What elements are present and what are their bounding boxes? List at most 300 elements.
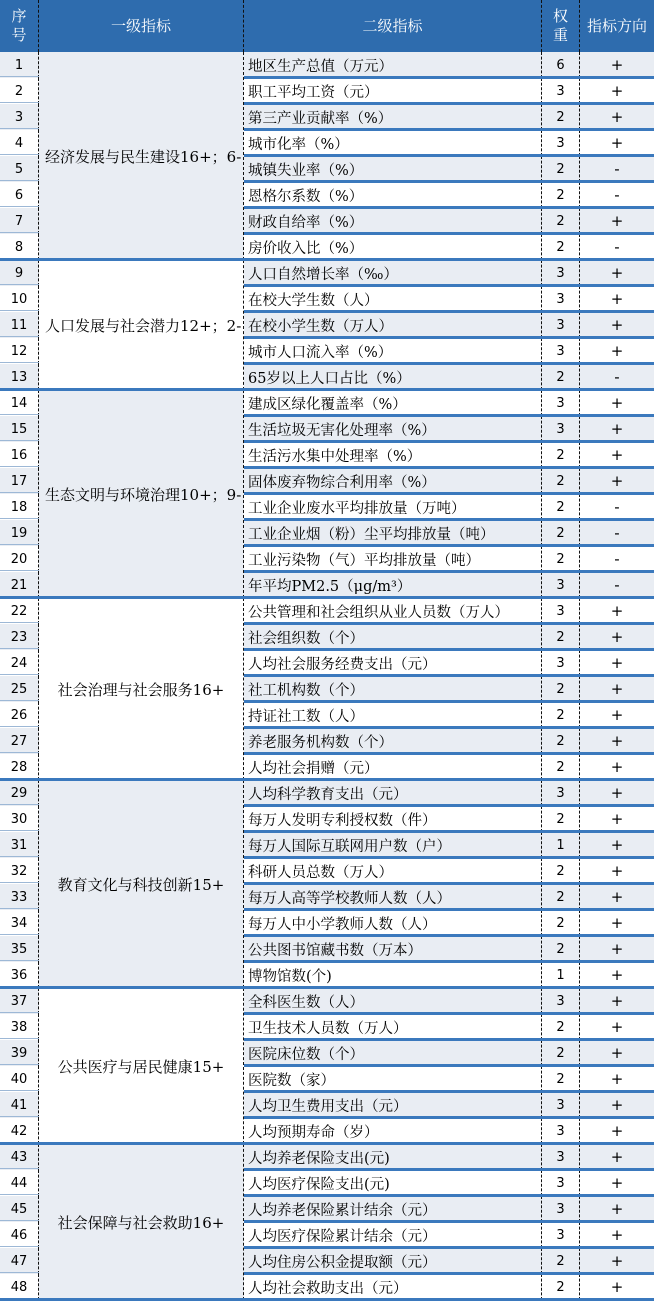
row-divider [0,1246,39,1247]
indicator-weight: 3 [542,1170,580,1196]
row-divider [244,414,654,417]
indicator-weight: 2 [542,104,580,130]
indicator-weight: 3 [542,416,580,442]
indicator-weight: 2 [542,364,580,390]
indicator-direction: - [614,498,620,516]
row-number: 26 [0,702,39,728]
indicator-name: 地区生产总值（万元） [244,52,542,78]
row-divider [0,830,39,831]
indicator-name: 人均科学教育支出（元） [244,780,542,806]
indicator-direction: + [610,654,624,672]
indicator-weight: 2 [542,208,580,234]
row-number: 42 [0,1118,39,1144]
row-number: 39 [0,1040,39,1066]
row-divider [244,1038,654,1041]
row-divider [244,700,654,703]
indicator-name: 公共管理和社会组织从业人员数（万人） [244,598,542,624]
indicator-name: 人均社会捐赠（元） [244,754,542,780]
row-divider [0,492,39,493]
indicator-name: 人均医疗保险累计结余（元） [244,1222,542,1248]
row-number: 38 [0,1014,39,1040]
indicator-direction: + [580,312,654,338]
level1-group [39,988,244,1144]
indicator-direction: + [580,936,654,962]
indicator-name: 社会组织数（个） [244,624,542,650]
indicator-name: 每万人国际互联网用户数（户） [244,832,542,858]
indicator-direction: + [610,446,624,464]
row-number: 28 [0,754,39,780]
indicator-name: 科研人员总数（万人） [244,858,542,884]
header-direction-label: 指标方向 [586,16,647,35]
row-divider [0,206,39,207]
row-number: 3 [0,104,39,130]
indicator-direction: + [580,52,654,78]
row-divider [244,1116,654,1119]
row-divider [244,830,654,833]
row-divider [244,518,654,521]
row-divider [244,1194,654,1197]
row-divider [0,414,39,415]
indicator-weight: 3 [542,1144,580,1170]
indicator-weight: 3 [542,260,580,286]
row-divider [0,76,39,77]
row-number: 1 [0,52,39,78]
row-divider [244,1090,654,1093]
indicator-weight: 2 [542,442,580,468]
indicator-direction: + [580,1040,654,1066]
row-number: 45 [0,1196,39,1222]
indicator-weight: 2 [542,728,580,754]
row-divider [244,752,654,755]
row-divider [0,1220,39,1221]
group-divider [0,1298,654,1301]
indicator-weight: 2 [542,806,580,832]
indicator-direction: + [610,810,624,828]
indicator-name: 人均社会救助支出（元） [244,1274,542,1300]
indicator-weight: 2 [542,520,580,546]
row-number: 12 [0,338,39,364]
level1-group-label: 公共医疗与居民健康15+ [57,1057,225,1076]
indicator-weight: 2 [542,910,580,936]
row-divider [0,310,39,311]
row-divider [244,804,654,807]
group-divider [0,258,654,261]
indicator-name: 博物馆数(个) [244,962,542,988]
row-number: 22 [0,598,39,624]
row-divider [0,1168,39,1169]
indicator-direction: + [610,82,624,100]
indicator-direction: + [610,290,624,308]
indicator-direction: + [610,862,624,880]
row-number: 31 [0,832,39,858]
row-number: 7 [0,208,39,234]
row-divider [244,362,654,365]
row-divider [244,1220,654,1223]
header-weight-label: 权重 [552,7,568,44]
indicator-direction: + [610,706,624,724]
indicator-direction: + [580,416,654,442]
row-divider [244,622,654,625]
indicator-name: 每万人发明专利授权数（件） [244,806,542,832]
row-divider [244,960,654,963]
indicator-direction: + [610,602,624,620]
row-number: 43 [0,1144,39,1170]
row-number: 34 [0,910,39,936]
indicator-direction: + [580,832,654,858]
row-divider [0,648,39,649]
row-divider [0,284,39,285]
row-number: 20 [0,546,39,572]
indicator-name: 人均预期寿命（岁） [244,1118,542,1144]
indicator-direction: - [614,550,620,568]
indicator-weight: 3 [542,78,580,104]
indicator-weight: 2 [542,546,580,572]
row-number: 4 [0,130,39,156]
row-divider [0,1194,39,1195]
indicator-direction: + [610,394,624,412]
row-divider [0,726,39,727]
row-divider [244,310,654,313]
indicator-name: 人均医疗保险支出(元) [244,1170,542,1196]
row-divider [0,622,39,623]
row-number: 32 [0,858,39,884]
row-divider [244,908,654,911]
row-divider [0,180,39,181]
indicator-direction: + [610,966,624,984]
row-number: 25 [0,676,39,702]
indicator-name: 年平均PM2.5（μg/m³） [244,572,542,598]
row-number: 24 [0,650,39,676]
row-divider [0,752,39,753]
indicator-weight: 2 [542,1248,580,1274]
row-divider [244,1272,654,1275]
row-number: 18 [0,494,39,520]
indicator-name: 人均养老保险累计结余（元） [244,1196,542,1222]
row-divider [244,102,654,105]
indicator-weight: 2 [542,494,580,520]
level1-group-label: 社会保障与社会救助16+ [57,1213,225,1232]
indicator-weight: 2 [542,624,580,650]
indicator-weight: 2 [542,1274,580,1300]
indicator-name: 财政自给率（%） [244,208,542,234]
row-number: 27 [0,728,39,754]
row-number: 11 [0,312,39,338]
indicator-name: 职工平均工资（元） [244,78,542,104]
indicator-direction: + [580,1144,654,1170]
indicator-direction: + [580,728,654,754]
row-number: 5 [0,156,39,182]
indicator-weight: 1 [542,832,580,858]
row-divider [0,882,39,883]
row-divider [0,128,39,129]
indicator-weight: 2 [542,936,580,962]
indicator-weight: 1 [542,962,580,988]
indicator-weight: 3 [542,312,580,338]
indicator-name: 卫生技术人员数（万人） [244,1014,542,1040]
row-divider [244,336,654,339]
indicator-direction: + [580,988,654,1014]
indicator-name: 房价收入比（%） [244,234,542,260]
group-divider [0,778,654,781]
row-divider [0,674,39,675]
row-number: 21 [0,572,39,598]
indicator-direction: + [610,758,624,776]
indicator-direction: + [610,1174,624,1192]
indicator-direction: - [580,520,654,546]
row-number: 15 [0,416,39,442]
indicator-name: 生活垃圾无害化处理率（%） [244,416,542,442]
header-no [0,0,39,52]
row-divider [244,856,654,859]
indicator-name: 每万人中小学教师人数（人） [244,910,542,936]
row-divider [0,154,39,155]
level1-group-label: 社会治理与社会服务16+ [57,680,225,699]
indicator-weight: 3 [542,286,580,312]
indicator-name: 工业企业烟（粉）尘平均排放量（吨） [244,520,542,546]
row-divider [0,700,39,701]
header-level1-label: 一级指标 [110,16,171,35]
row-number: 37 [0,988,39,1014]
indicator-direction: + [610,1278,624,1296]
row-number: 19 [0,520,39,546]
row-divider [0,362,39,363]
row-divider [0,336,39,337]
indicator-name: 持证社工数（人） [244,702,542,728]
level1-group [39,1144,244,1300]
indicator-name: 每万人高等学校教师人数（人） [244,884,542,910]
indicator-direction: - [614,186,620,204]
row-divider [0,570,39,571]
row-divider [244,206,654,209]
indicator-weight: 2 [542,234,580,260]
indicator-name: 养老服务机构数（个） [244,728,542,754]
indicator-direction: + [580,780,654,806]
row-number: 8 [0,234,39,260]
level1-group-label: 教育文化与科技创新15+ [57,875,225,894]
row-divider [0,102,39,103]
row-divider [244,648,654,651]
indicator-weight: 6 [542,52,580,78]
indicator-name: 全科医生数（人） [244,988,542,1014]
row-divider [0,518,39,519]
indicator-weight: 2 [542,754,580,780]
level1-group-label: 人口发展与社会潜力12+；2- [45,316,242,335]
level1-group [39,780,244,988]
indicator-direction: - [580,364,654,390]
row-divider [0,440,39,441]
row-number: 10 [0,286,39,312]
row-number: 9 [0,260,39,286]
row-divider [0,544,39,545]
indicator-name: 医院数（家） [244,1066,542,1092]
row-divider [0,804,39,805]
row-divider [244,544,654,547]
row-divider [244,934,654,937]
indicator-direction: + [580,468,654,494]
row-number: 16 [0,442,39,468]
level1-group [39,390,244,598]
indicator-weight: 2 [542,1040,580,1066]
header-direction [580,0,654,52]
header-level2-label: 二级指标 [362,16,423,35]
indicator-direction: + [580,624,654,650]
row-divider [0,1272,39,1273]
row-divider [244,1168,654,1171]
indicator-direction: - [614,238,620,256]
row-number: 35 [0,936,39,962]
row-divider [244,466,654,469]
row-divider [244,1012,654,1015]
row-number: 46 [0,1222,39,1248]
row-divider [0,908,39,909]
indicator-weight: 3 [542,130,580,156]
indicator-direction: + [580,676,654,702]
indicator-direction: + [580,260,654,286]
level1-group [39,598,244,780]
row-divider [244,128,654,131]
indicator-name: 在校大学生数（人） [244,286,542,312]
indicator-direction: + [610,1070,624,1088]
row-divider [244,492,654,495]
indicator-weight: 3 [542,572,580,598]
indicator-direction: + [610,914,624,932]
indicator-weight: 2 [542,884,580,910]
row-number: 6 [0,182,39,208]
indicator-weight: 3 [542,390,580,416]
indicator-weight: 2 [542,1014,580,1040]
row-divider [0,466,39,467]
row-divider [244,284,654,287]
indicator-direction: - [580,156,654,182]
indicator-name: 生活污水集中处理率（%） [244,442,542,468]
row-divider [0,1012,39,1013]
indicator-name: 人均养老保险支出(元) [244,1144,542,1170]
row-divider [244,1246,654,1249]
row-divider [244,180,654,183]
row-divider [244,154,654,157]
indicator-name: 65岁以上人口占比（%） [244,364,542,390]
indicator-name: 城市人口流入率（%） [244,338,542,364]
row-number: 14 [0,390,39,416]
row-divider [0,1116,39,1117]
indicator-weight: 3 [542,598,580,624]
indicator-name: 城镇失业率（%） [244,156,542,182]
row-divider [0,960,39,961]
indicator-weight: 2 [542,858,580,884]
row-divider [0,232,39,233]
indicator-weight: 3 [542,1092,580,1118]
indicator-weight: 2 [542,468,580,494]
indicator-direction: + [580,1092,654,1118]
header-no-label: 序号 [11,7,27,44]
indicator-name: 第三产业贡献率（%） [244,104,542,130]
indicator-name: 人均社会服务经费支出（元） [244,650,542,676]
level1-group-label: 生态文明与环境治理10+；9- [45,485,242,504]
row-divider [244,674,654,677]
group-divider [0,388,654,391]
indicator-direction: + [610,1018,624,1036]
row-divider [244,726,654,729]
row-number: 17 [0,468,39,494]
indicator-name: 在校小学生数（万人） [244,312,542,338]
indicator-weight: 3 [542,1196,580,1222]
row-divider [0,1038,39,1039]
row-number: 40 [0,1066,39,1092]
row-number: 23 [0,624,39,650]
indicator-name: 人均卫生费用支出（元） [244,1092,542,1118]
indicator-direction: + [580,1248,654,1274]
group-divider [0,1142,654,1145]
indicator-name: 城市化率（%） [244,130,542,156]
indicator-direction: + [580,104,654,130]
indicator-name: 社工机构数（个） [244,676,542,702]
indicator-weight: 2 [542,182,580,208]
level1-group-label: 经济发展与民生建设16+；6- [45,147,242,166]
indicator-name: 工业企业废水平均排放量（万吨） [244,494,542,520]
row-number: 30 [0,806,39,832]
row-number: 33 [0,884,39,910]
indicator-name: 公共图书馆藏书数（万本） [244,936,542,962]
row-divider [244,440,654,443]
indicator-weight: 3 [542,650,580,676]
level1-group [39,260,244,390]
indicator-name: 人口自然增长率（‰） [244,260,542,286]
row-divider [244,882,654,885]
row-divider [244,570,654,573]
row-divider [0,1064,39,1065]
row-number: 44 [0,1170,39,1196]
group-divider [0,986,654,989]
indicator-direction: + [610,342,624,360]
row-number: 36 [0,962,39,988]
indicator-name: 人均住房公积金提取额（元） [244,1248,542,1274]
indicator-weight: 3 [542,338,580,364]
row-number: 13 [0,364,39,390]
indicator-weight: 2 [542,702,580,728]
level1-group [39,52,244,260]
indicator-weight: 2 [542,676,580,702]
indicator-direction: + [580,1196,654,1222]
header-level1 [39,0,244,52]
indicator-weight: 2 [542,1066,580,1092]
row-number: 47 [0,1248,39,1274]
indicator-name: 恩格尔系数（%） [244,182,542,208]
indicator-name: 固体废弃物综合利用率（%） [244,468,542,494]
row-number: 29 [0,780,39,806]
indicator-direction: + [610,1122,624,1140]
indicator-direction: + [610,134,624,152]
row-divider [244,232,654,235]
indicator-direction: + [610,1226,624,1244]
indicator-weight: 3 [542,1222,580,1248]
row-divider [244,76,654,79]
indicator-direction: + [580,208,654,234]
row-divider [0,856,39,857]
indicator-weight: 3 [542,1118,580,1144]
group-divider [0,596,654,599]
indicator-weight: 3 [542,780,580,806]
header-level2 [244,0,542,52]
row-divider [244,1064,654,1067]
indicator-weight: 2 [542,156,580,182]
indicator-direction: + [580,884,654,910]
indicator-name: 医院床位数（个） [244,1040,542,1066]
row-divider [0,934,39,935]
row-number: 2 [0,78,39,104]
row-divider [0,1090,39,1091]
indicator-name: 工业污染物（气）平均排放量（吨） [244,546,542,572]
indicator-direction: - [580,572,654,598]
